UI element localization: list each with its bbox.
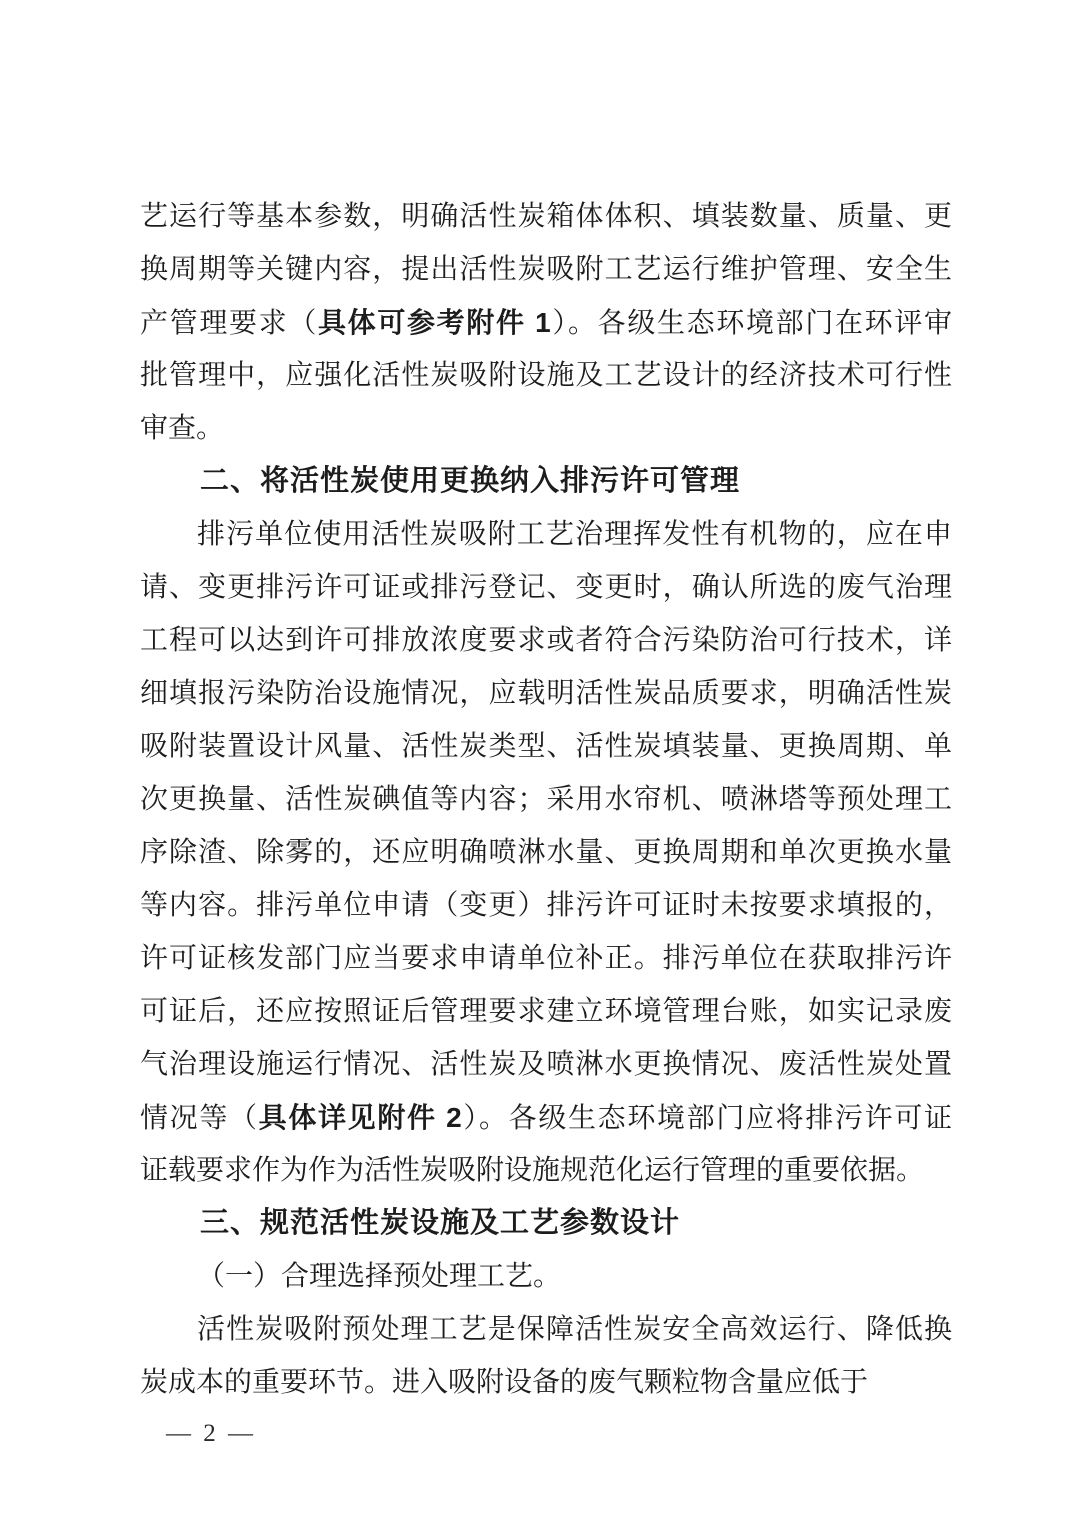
- body-line: 炭成本的重要环节。进入吸附设备的废气颗粒物含量应低于: [140, 1367, 869, 1398]
- text-block: [140, 190, 952, 1409]
- body-line: 吸附装置设计风量、活性炭类型、活性炭填装量、更换周期、单: [140, 731, 952, 762]
- body-line: 许可证核发部门应当要求申请单位补正。排污单位在获取排污许: [140, 943, 952, 974]
- body-line: 请、变更排污许可证或排污登记、变更时，确认所选的废气治理: [140, 572, 952, 603]
- body-line: 细填报污染防治设施情况，应载明活性炭品质要求，明确活性炭: [140, 678, 952, 709]
- body-line: 证载要求作为作为活性炭吸附设施规范化运行管理的重要依据。: [140, 1155, 925, 1186]
- bold-attachment-2-ref: 具体详见附件 2: [258, 1102, 462, 1133]
- body-line: [140, 1091, 952, 1144]
- body-line: 等内容。排污单位申请（变更）排污许可证时未按要求填报的，: [140, 890, 952, 921]
- bold-attachment-1-ref: 具体可参考附件 1: [318, 307, 551, 338]
- body-line: 序除渣、除雾的，还应明确喷淋水量、更换周期和单次更换水量: [140, 837, 952, 868]
- body-text: 情况等（: [140, 1103, 259, 1134]
- body-line: [140, 296, 952, 349]
- body-line: 次更换量、活性炭碘值等内容；采用水帘机、喷淋塔等预处理工: [140, 784, 952, 815]
- body-line: 换周期等关键内容，提出活性炭吸附工艺运行维护管理、安全生: [140, 254, 952, 285]
- body-text: ）。各级生态环境部门应将排污许可证: [461, 1103, 952, 1134]
- section-heading-2: 二、将活性炭使用更换纳入排污许可管理: [200, 465, 741, 497]
- body-line: 工程可以达到许可排放浓度要求或者符合污染防治可行技术，详: [140, 625, 952, 656]
- page-number: — 2 —: [166, 1420, 256, 1447]
- body-text: ）。各级生态环境部门在环评审: [550, 308, 952, 339]
- body-line: 可证后，还应按照证后管理要求建立环境管理台账，如实记录废: [140, 996, 952, 1027]
- body-line: 艺运行等基本参数，明确活性炭箱体体积、填装数量、质量、更: [140, 201, 952, 232]
- section-heading-3: 三、规范活性炭设施及工艺参数设计: [200, 1207, 681, 1239]
- body-text: 产管理要求（: [140, 308, 318, 339]
- body-line: 审查。: [140, 413, 225, 444]
- body-line: 批管理中，应强化活性炭吸附设施及工艺设计的经济技术可行性: [140, 360, 952, 391]
- body-line: 气治理设施运行情况、活性炭及喷淋水更换情况、废活性炭处置: [140, 1049, 952, 1080]
- body-line: 活性炭吸附预处理工艺是保障活性炭安全高效运行、降低换: [197, 1314, 952, 1345]
- subsection-heading-3-1: （一）合理选择预处理工艺。: [197, 1261, 562, 1292]
- body-line: 排污单位使用活性炭吸附工艺治理挥发性有机物的，应在申: [197, 519, 952, 550]
